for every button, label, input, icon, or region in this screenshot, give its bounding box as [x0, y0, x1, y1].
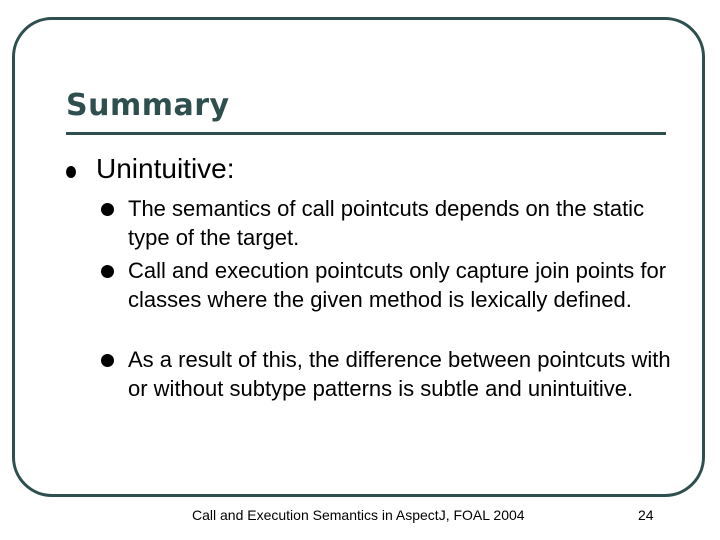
bullet-dot — [66, 166, 76, 178]
bullet-text: Unintuitive: — [96, 153, 235, 184]
subbullet-dot — [101, 203, 114, 216]
subbullet-item — [128, 194, 688, 252]
subbullet-dot — [101, 354, 114, 367]
slide-title: Summary — [66, 88, 230, 123]
page-number: 24 — [638, 507, 654, 523]
subbullet-text: As a result of this, the difference between pointcuts with or without subtype patterns is subtle and unintuitive. — [128, 347, 671, 401]
subbullet-item — [128, 345, 688, 403]
subbullet-text: The semantics of call pointcuts depends on the static type of the target. — [128, 196, 645, 250]
title-underline — [66, 132, 666, 135]
subbullet-item — [128, 256, 688, 314]
subbullet-dot — [101, 265, 114, 278]
subbullet-text: Call and execution pointcuts only capture join points for classes where the given method is lexically defined. — [128, 258, 667, 312]
slide-footer: Call and Execution Semantics in AspectJ, FOAL 2004 — [192, 507, 525, 523]
